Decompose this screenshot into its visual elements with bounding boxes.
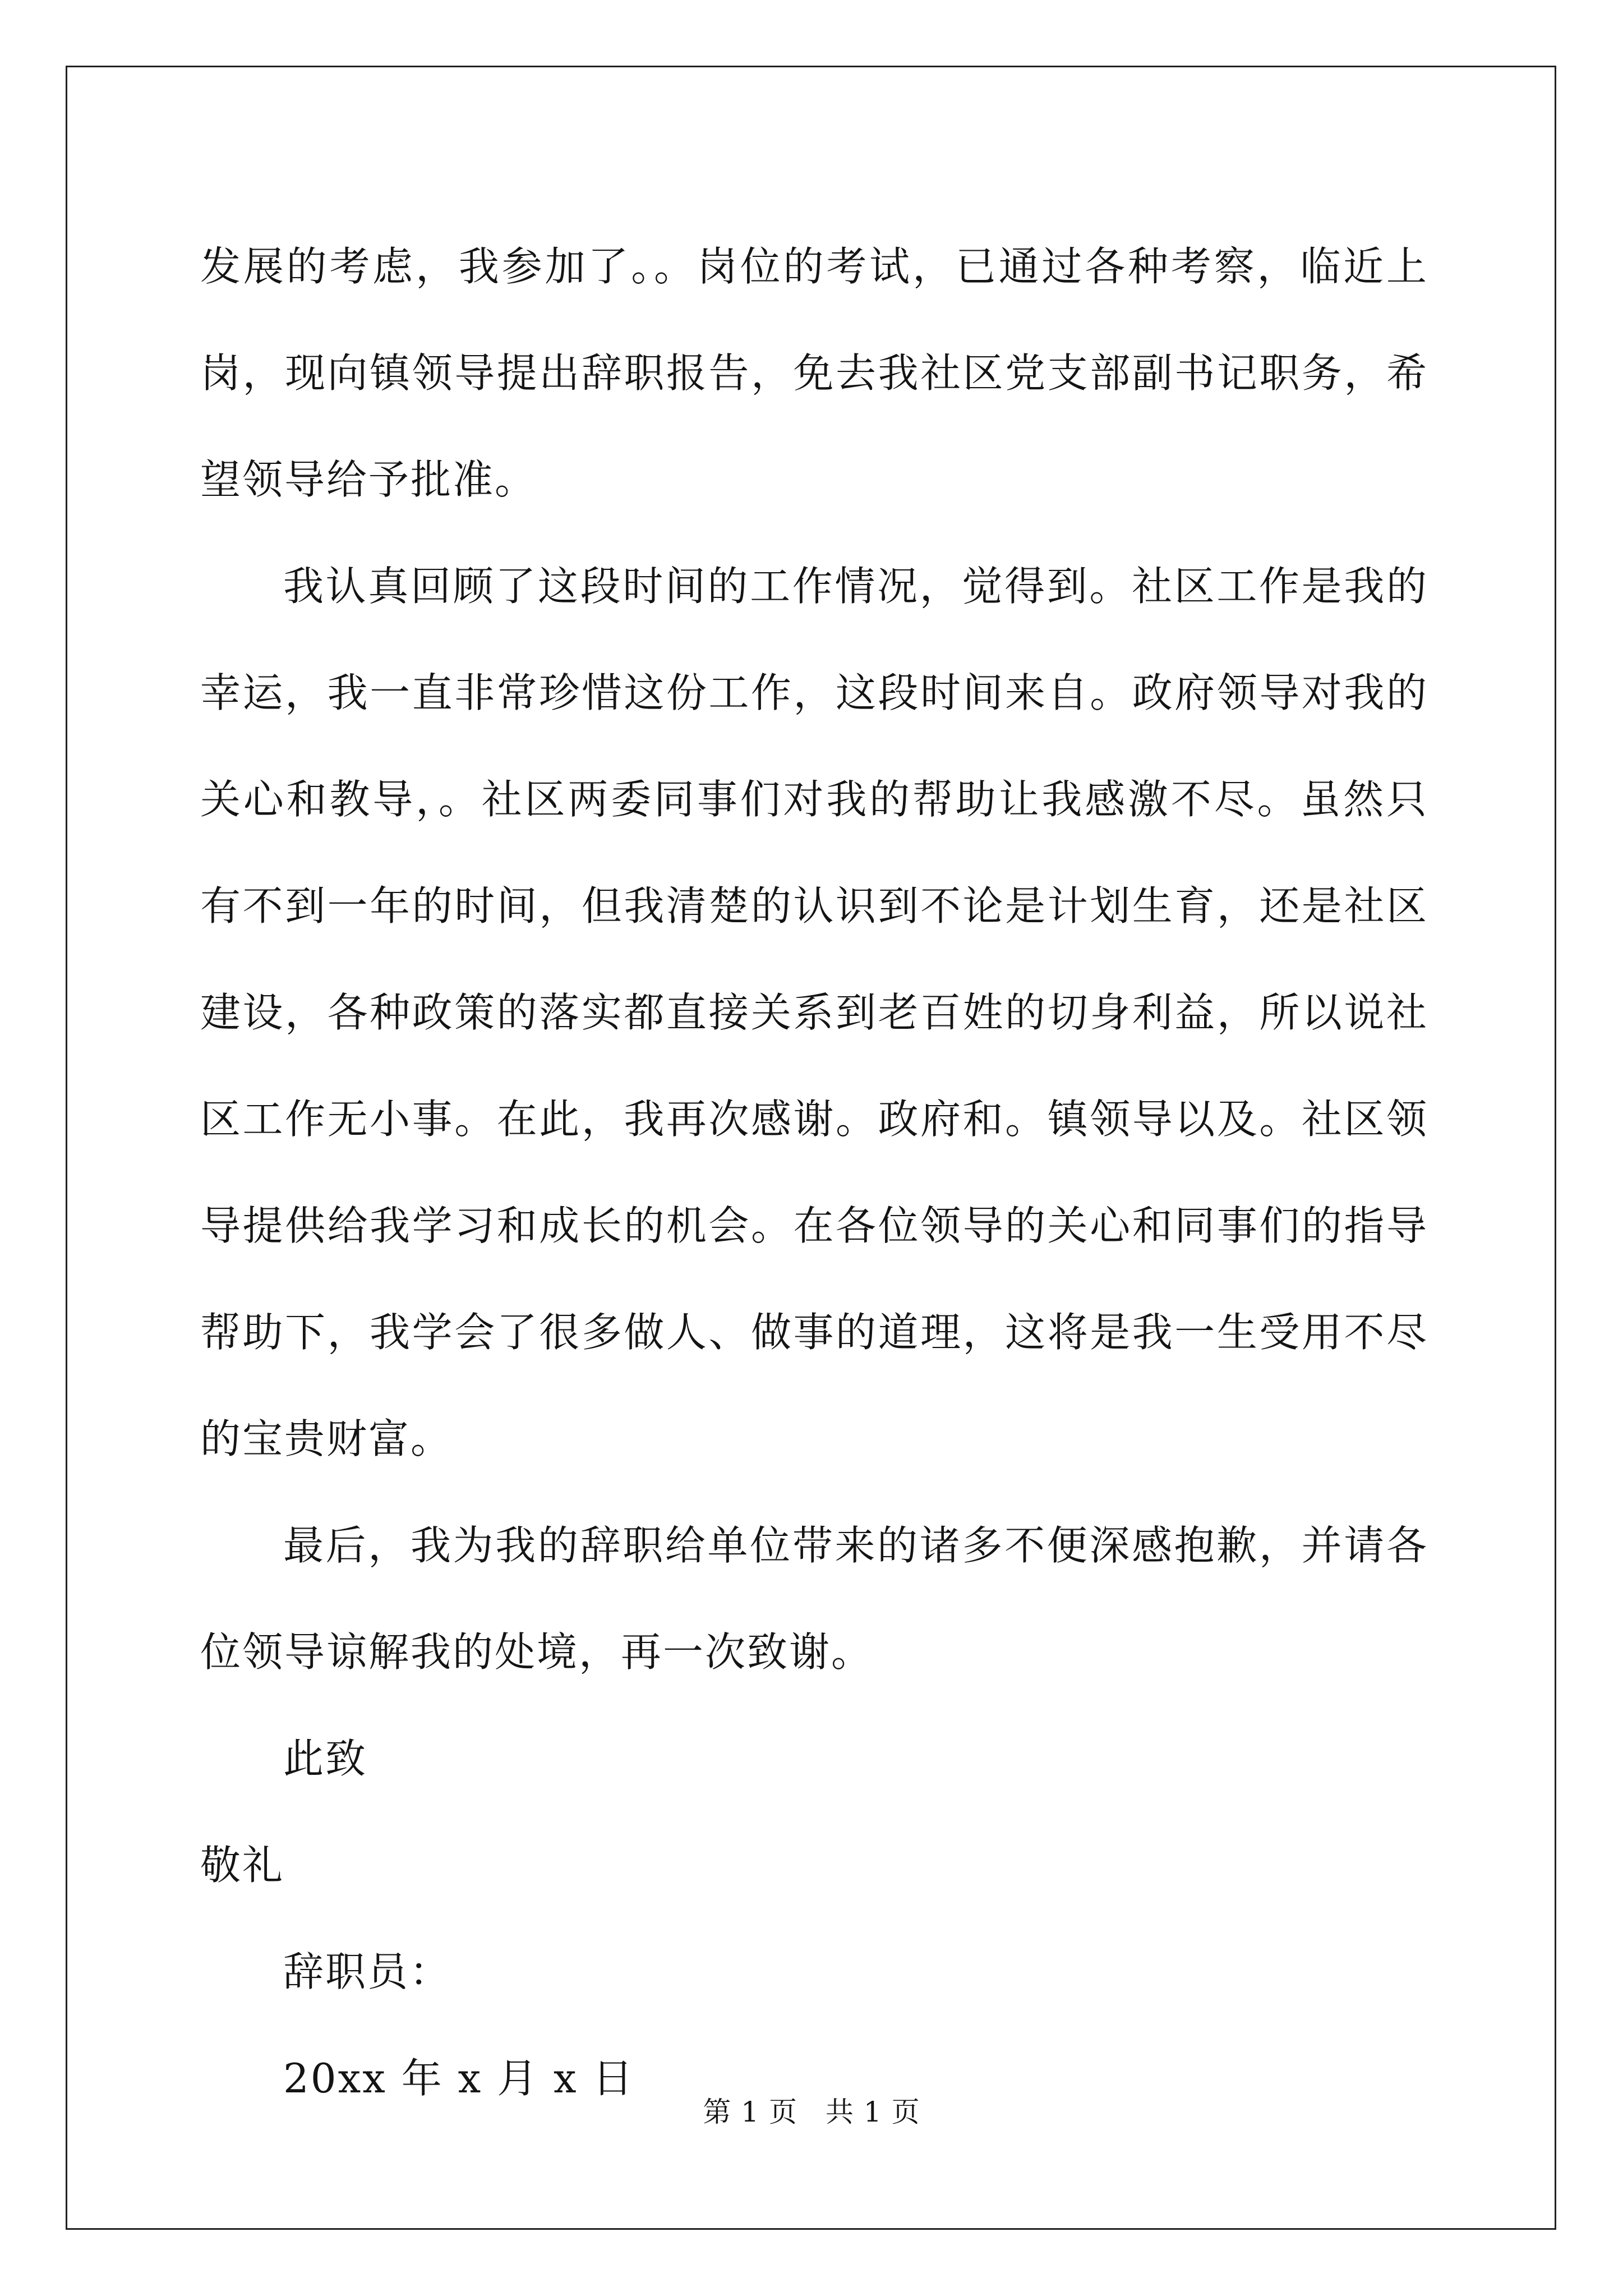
letter-body [200, 213, 1428, 2132]
paragraph-gratitude: 我认真回顾了这段时间的工作情况，觉得到。社区工作是我的幸运，我一直非常珍惜这份工作，这段时间来自。政府领导对我的关心和教导，。社区两委同事们对我的帮助让我感激不尽。虽然只有不到一年的时间，但我清楚的认识到不论是计划生育，还是社区建设，各种政策的落实都直接关系到老百姓的切身利益，所以说社区工作无小事。在此，我再次感谢。政府和。镇领导以及。社区领导提供给我学习和成长的机会。在各位领导的关心和同事们的指导帮助下，我学会了很多做人、做事的道理，这将是我一生受用不尽的宝贵财富。 [200, 563, 1428, 1462]
page-number: 第 1 页 [703, 2096, 797, 2128]
paragraph-request: 发展的考虑，我参加了。。岗位的考试，已通过各种考察，临近上岗，现向镇领导提出辞职报告，免去我社区党支部副书记职务，希望领导给予批准。 [200, 243, 1428, 503]
closing-salutation: 此致 [283, 1735, 368, 1782]
page-total: 共 1 页 [826, 2096, 920, 2128]
signature-line: 辞职员： [283, 1948, 452, 1995]
date-line: 20xx 年 x 月 x 日 [283, 2055, 635, 2102]
page-footer [0, 2095, 1623, 2129]
closing-regards: 敬礼 [200, 1842, 285, 1889]
paragraph-apology: 最后，我为我的辞职给单位带来的诸多不便深感抱歉，并请各位领导谅解我的处境，再一次致谢。 [200, 1522, 1428, 1676]
